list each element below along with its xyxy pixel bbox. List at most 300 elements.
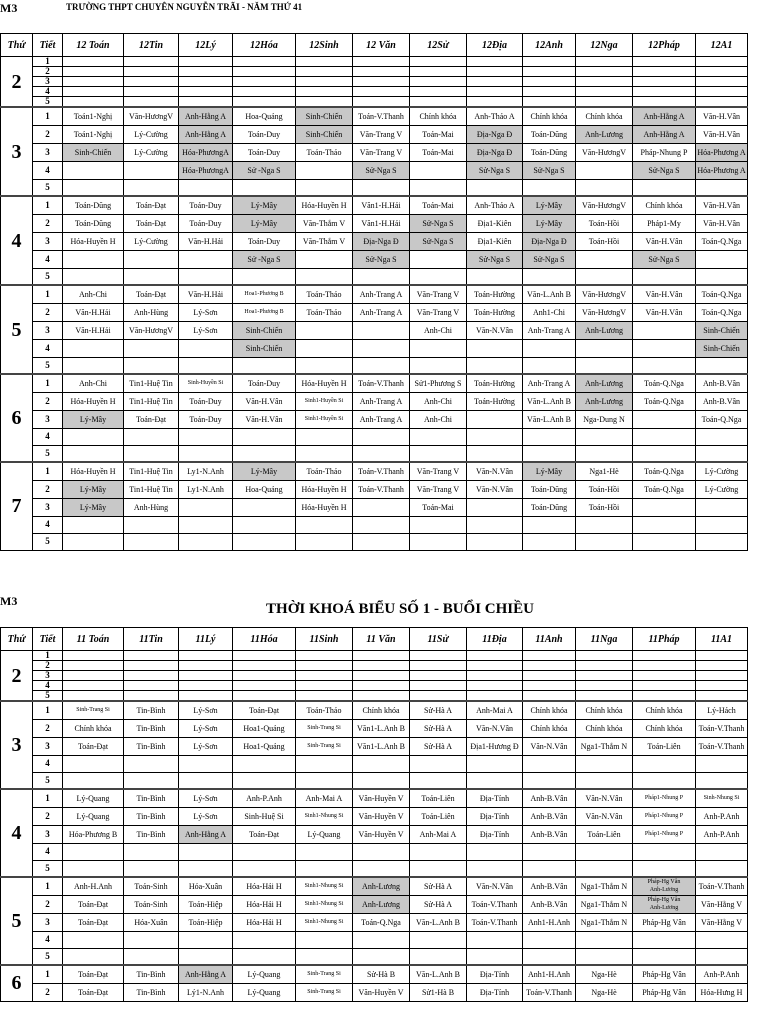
class-cell: Văn-HươngV (124, 321, 179, 339)
class-cell: Sinh-Chiến (233, 339, 296, 357)
class-cell: Lý-Mây (63, 498, 124, 516)
class-cell (124, 179, 179, 196)
class-cell: Sinh1-Nhung Si (296, 913, 353, 931)
period-number: 1 (33, 789, 63, 807)
class-cell (576, 179, 633, 196)
class-cell (633, 671, 696, 681)
class-cell: Địa-Nga Đ (523, 232, 576, 250)
class-cell: Văn-H.Vân (696, 107, 748, 125)
class-cell: Hóa-Phương A (696, 161, 748, 179)
day-label: 4 (1, 789, 33, 877)
class-cell: Hóa-PhươngA (179, 143, 233, 161)
class-cell: Hóa-Xuân (179, 877, 233, 895)
class-cell (63, 661, 124, 671)
table-row (1, 480, 748, 498)
class-cell: Chính khóa (633, 701, 696, 719)
class-cell (523, 179, 576, 196)
code-label-top: M3 (0, 1, 18, 15)
class-cell: Nga-Hè (576, 983, 633, 1001)
class-cell (124, 533, 179, 550)
class-cell (63, 533, 124, 550)
class-cell: Hoa-Quảng (233, 480, 296, 498)
class-cell: Địa1-Kiên (467, 214, 523, 232)
class-cell: Sử-Hà A (410, 719, 467, 737)
class-cell: Lý-Quang (233, 965, 296, 983)
class-cell (353, 179, 410, 196)
period-number: 4 (33, 87, 63, 97)
class-cell (353, 661, 410, 671)
class-cell (410, 772, 467, 789)
class-cell (523, 67, 576, 77)
class-cell: Toán-Q.Nga (696, 303, 748, 321)
class-cell (233, 755, 296, 772)
class-cell: Sử-Hà A (410, 737, 467, 755)
class-cell (410, 67, 467, 77)
period-number: 1 (33, 196, 63, 214)
class-cell: Sinh-Trang Si (296, 983, 353, 1001)
class-cell (410, 755, 467, 772)
class-cell: Anh-Chi (410, 321, 467, 339)
class-cell (353, 533, 410, 550)
class-cell (696, 948, 748, 965)
class-cell (633, 268, 696, 285)
class-cell (233, 533, 296, 550)
column-header: 11Địa (467, 628, 523, 651)
class-cell: Địa-Tính (467, 965, 523, 983)
class-cell: Văn-N.Vân (467, 480, 523, 498)
class-cell (179, 179, 233, 196)
class-cell (63, 428, 124, 445)
class-cell: Hóa-Huyền H (63, 462, 124, 480)
class-cell: Toán-Đạt (63, 913, 124, 931)
column-header: Tiết (33, 34, 63, 57)
class-cell (696, 516, 748, 533)
table-row (1, 179, 748, 196)
class-cell: Toán-Hường (467, 303, 523, 321)
class-cell (233, 57, 296, 67)
class-cell: Anh-Trang A (353, 410, 410, 428)
class-cell (410, 339, 467, 357)
column-header: 11Lý (179, 628, 233, 651)
class-cell: Anh-Lương (576, 392, 633, 410)
class-cell (296, 357, 353, 374)
class-cell (523, 57, 576, 67)
class-cell (296, 755, 353, 772)
class-cell: Toán-V.Thanh (467, 895, 523, 913)
table-row (1, 948, 748, 965)
class-cell: Toán-Duy (179, 196, 233, 214)
class-cell (124, 161, 179, 179)
class-cell: Lý-Cường (124, 125, 179, 143)
table-row (1, 250, 748, 268)
class-cell: Anh-Hằng A (179, 825, 233, 843)
table-row (1, 77, 748, 87)
class-cell (410, 516, 467, 533)
class-cell: Địa1-Hương Đ (467, 737, 523, 755)
class-cell (63, 755, 124, 772)
day-label: 5 (1, 285, 33, 374)
class-cell (296, 671, 353, 681)
column-header: Thứ (1, 628, 33, 651)
class-cell (576, 57, 633, 67)
class-cell: Lý-Sơn (179, 807, 233, 825)
class-cell: Anh-Mai A (410, 825, 467, 843)
table-row (1, 661, 748, 671)
class-cell (233, 357, 296, 374)
class-cell: Toán-Hồi (576, 232, 633, 250)
class-cell: Văn-L.Anh B (523, 392, 576, 410)
class-cell (233, 179, 296, 196)
class-cell: Toán-V.Thanh (696, 877, 748, 895)
class-cell: Toán-Đạt (63, 965, 124, 983)
day-label: 4 (1, 196, 33, 285)
table-row (1, 196, 748, 214)
class-cell: Anh-Hằng A (179, 107, 233, 125)
class-cell: Lý-Quang (63, 789, 124, 807)
table-row (1, 57, 748, 67)
class-cell: Lý-Mây (523, 214, 576, 232)
class-cell: Lý-Quang (63, 807, 124, 825)
column-header: 11Sinh (296, 628, 353, 651)
class-cell (467, 179, 523, 196)
class-cell: Anh1-Chi (523, 303, 576, 321)
period-number: 1 (33, 107, 63, 125)
class-cell: Toán-Đạt (124, 196, 179, 214)
class-cell (296, 268, 353, 285)
class-cell (696, 498, 748, 516)
class-cell: Văn-H.Vân (696, 125, 748, 143)
class-cell (576, 681, 633, 691)
class-cell: Văn-Trang V (410, 462, 467, 480)
class-cell: Văn1-L.Anh B (353, 737, 410, 755)
class-cell (523, 661, 576, 671)
class-cell: Anh-Chi (410, 392, 467, 410)
class-cell (467, 67, 523, 77)
class-cell (353, 87, 410, 97)
class-cell (633, 661, 696, 671)
column-header: 11Anh (523, 628, 576, 651)
class-cell (179, 498, 233, 516)
class-cell (353, 428, 410, 445)
class-cell: Toán-Hiệp (179, 913, 233, 931)
class-cell: Sử-Nga S (467, 161, 523, 179)
class-cell (523, 516, 576, 533)
class-cell: Địa-Tính (467, 789, 523, 807)
class-cell (696, 268, 748, 285)
code-label-bottom: M3 (0, 594, 18, 608)
class-cell (523, 651, 576, 661)
class-cell (353, 931, 410, 948)
class-cell: Sử -Nga S (233, 161, 296, 179)
class-cell (233, 97, 296, 108)
class-cell (633, 57, 696, 67)
table-row (1, 895, 748, 913)
class-cell (124, 357, 179, 374)
class-cell (467, 445, 523, 462)
class-cell (296, 445, 353, 462)
class-cell: Toán-Thảo (296, 303, 353, 321)
class-cell: Pháp1-Nhung P (633, 825, 696, 843)
class-cell: Toán-Đạt (124, 285, 179, 303)
class-cell (124, 860, 179, 877)
class-cell (179, 931, 233, 948)
class-cell (523, 268, 576, 285)
class-cell: Nga1-Thắm N (576, 913, 633, 931)
class-cell (296, 67, 353, 77)
class-cell (523, 533, 576, 550)
class-cell: Pháp-Nhung P (633, 143, 696, 161)
class-cell (576, 339, 633, 357)
class-cell: Toán-Đạt (63, 737, 124, 755)
class-cell (523, 428, 576, 445)
class-cell: Anh-Lương (576, 321, 633, 339)
class-cell: Văn-HươngV (124, 107, 179, 125)
afternoon-title: THỜI KHOÁ BIỂU SỐ 1 - BUỔI CHIỀU (266, 601, 534, 617)
class-cell: Lý-Cường (124, 143, 179, 161)
class-cell (353, 57, 410, 67)
class-cell: Lý-Cường (696, 462, 748, 480)
class-cell (63, 772, 124, 789)
class-cell (467, 87, 523, 97)
period-number: 1 (33, 965, 63, 983)
class-cell: Hóa-Huyền H (296, 498, 353, 516)
class-cell (576, 357, 633, 374)
class-cell: Toán-Sinh (124, 895, 179, 913)
class-cell (523, 843, 576, 860)
table-row (1, 965, 748, 983)
table-row (1, 860, 748, 877)
table-row (1, 161, 748, 179)
class-cell: Anh-Lương (353, 895, 410, 913)
class-cell: Văn-H.Hải (179, 285, 233, 303)
class-cell: Hóa-Huyền H (296, 196, 353, 214)
class-cell (467, 948, 523, 965)
table-row (1, 87, 748, 97)
class-cell: Hóa-Hải H (233, 895, 296, 913)
class-cell: Địa-Tính (467, 807, 523, 825)
class-cell: Văn-H.Vân (696, 196, 748, 214)
class-cell (233, 671, 296, 681)
class-cell (63, 516, 124, 533)
class-cell (633, 428, 696, 445)
period-number: 5 (33, 179, 63, 196)
class-cell: Văn-Trang V (410, 285, 467, 303)
class-cell: Nga-Hè (576, 965, 633, 983)
class-cell (63, 681, 124, 691)
class-cell (576, 533, 633, 550)
class-cell (467, 268, 523, 285)
class-cell: Tin-Bình (124, 789, 179, 807)
class-cell: Địa-Nga Đ (467, 143, 523, 161)
class-cell (410, 661, 467, 671)
class-cell (296, 661, 353, 671)
class-cell: Toán-Q.Nga (696, 285, 748, 303)
class-cell: Hoa1-Quảng (233, 719, 296, 737)
table-row (1, 913, 748, 931)
class-cell: Lý-Cường (696, 480, 748, 498)
class-cell (633, 179, 696, 196)
class-cell (696, 651, 748, 661)
period-number: 2 (33, 67, 63, 77)
class-cell (633, 87, 696, 97)
period-number: 3 (33, 737, 63, 755)
class-cell (124, 681, 179, 691)
class-cell (696, 772, 748, 789)
class-cell: Sử-Nga S (633, 161, 696, 179)
class-cell (63, 67, 124, 77)
class-cell: Văn-HươngV (576, 196, 633, 214)
class-cell: Toán-Duy (179, 214, 233, 232)
period-number: 3 (33, 410, 63, 428)
period-number: 5 (33, 268, 63, 285)
class-cell: Văn-N.Vân (467, 462, 523, 480)
period-number: 4 (33, 161, 63, 179)
class-cell: Pháp1-My (633, 214, 696, 232)
class-cell: Toán-Liên (410, 807, 467, 825)
class-cell (523, 97, 576, 108)
class-cell (124, 445, 179, 462)
class-cell (353, 843, 410, 860)
class-cell: Sử-Nga S (410, 214, 467, 232)
class-cell (576, 250, 633, 268)
table-row (1, 285, 748, 303)
class-cell: Toán-Thảo (296, 143, 353, 161)
column-header: 11Tin (124, 628, 179, 651)
column-header: 12A1 (696, 34, 748, 57)
class-cell (179, 651, 233, 661)
class-cell (633, 843, 696, 860)
class-cell (696, 250, 748, 268)
class-cell (410, 357, 467, 374)
class-cell: Ly1-N.Anh (179, 480, 233, 498)
class-cell (696, 179, 748, 196)
class-cell: Toán-Hường (467, 285, 523, 303)
class-cell (467, 860, 523, 877)
table-row (1, 651, 748, 661)
class-cell: Sinh1-Nhung Si (296, 807, 353, 825)
period-number: 5 (33, 357, 63, 374)
class-cell: Toán-Dũng (523, 125, 576, 143)
class-cell (576, 691, 633, 702)
table-row (1, 681, 748, 691)
class-cell (410, 691, 467, 702)
class-cell: Văn-Huyền V (353, 983, 410, 1001)
class-cell: Hóa-Hưng H (696, 983, 748, 1001)
class-cell (633, 97, 696, 108)
class-cell (179, 860, 233, 877)
class-cell: Toán-Duy (179, 410, 233, 428)
class-cell (467, 516, 523, 533)
class-cell (353, 339, 410, 357)
class-cell: Toán-Dũng (523, 480, 576, 498)
class-cell: Lý-Cường (124, 232, 179, 250)
table-row (1, 410, 748, 428)
class-cell: Chính khóa (353, 701, 410, 719)
class-cell: Văn-N.Vân (523, 737, 576, 755)
class-cell: Toán-Đạt (233, 825, 296, 843)
class-cell (124, 428, 179, 445)
class-cell (179, 87, 233, 97)
morning-timetable (0, 33, 748, 551)
period-number: 4 (33, 428, 63, 445)
class-cell: Sinh-Trang Si (63, 701, 124, 719)
class-cell: Sinh1-Nhung Si (296, 877, 353, 895)
class-cell: Nga1-Thắm N (576, 737, 633, 755)
column-header: 11Nga (576, 628, 633, 651)
class-cell (467, 498, 523, 516)
class-cell: Anh-Hằng A (633, 107, 696, 125)
class-cell (523, 87, 576, 97)
class-cell (179, 97, 233, 108)
column-header: Thứ (1, 34, 33, 57)
period-number: 2 (33, 661, 63, 671)
class-cell (63, 860, 124, 877)
class-cell: Anh-B.Vân (523, 895, 576, 913)
class-cell (353, 860, 410, 877)
class-cell: Toán1-Nghị (63, 107, 124, 125)
class-cell (296, 691, 353, 702)
column-header: 12Hóa (233, 34, 296, 57)
class-cell: Lý-Quang (296, 825, 353, 843)
class-cell: Toán-Thảo (296, 462, 353, 480)
period-number: 2 (33, 983, 63, 1001)
class-cell: Tin-Bình (124, 983, 179, 1001)
class-cell (467, 843, 523, 860)
class-cell: Lý-Sơn (179, 719, 233, 737)
class-cell (296, 651, 353, 661)
class-cell (633, 498, 696, 516)
table-row (1, 533, 748, 550)
class-cell (296, 533, 353, 550)
class-cell: Sinh-Trang Si (296, 737, 353, 755)
class-cell: Sinh-Chiến (296, 107, 353, 125)
class-cell (410, 161, 467, 179)
class-cell: Nga1-Thắm N (576, 877, 633, 895)
class-cell (233, 661, 296, 671)
class-cell: Anh-Lương (353, 877, 410, 895)
table-row (1, 268, 748, 285)
class-cell: Anh-Lương (576, 374, 633, 392)
class-cell (296, 179, 353, 196)
class-cell (633, 691, 696, 702)
class-cell (633, 681, 696, 691)
table-row (1, 374, 748, 392)
class-cell (233, 691, 296, 702)
class-cell: Hoa1-Quảng (233, 737, 296, 755)
table-row (1, 214, 748, 232)
class-cell (467, 57, 523, 67)
class-cell: Văn1-H.Hải (353, 214, 410, 232)
class-cell: Tin-Bình (124, 737, 179, 755)
table-row (1, 428, 748, 445)
class-cell (179, 57, 233, 67)
class-cell: Văn-H.Vân (233, 392, 296, 410)
class-cell (179, 671, 233, 681)
class-cell (353, 651, 410, 661)
class-cell (233, 498, 296, 516)
class-cell (124, 772, 179, 789)
class-cell: Sử-Nga S (523, 250, 576, 268)
class-cell (179, 533, 233, 550)
class-cell: Toán-Q.Nga (353, 913, 410, 931)
class-cell: Sinh-Chiến (63, 143, 124, 161)
class-cell (233, 516, 296, 533)
class-cell (467, 671, 523, 681)
class-cell: Hoa-Quảng (233, 107, 296, 125)
class-cell: Toán-Hồi (576, 480, 633, 498)
column-header: 12Địa (467, 34, 523, 57)
class-cell (576, 87, 633, 97)
